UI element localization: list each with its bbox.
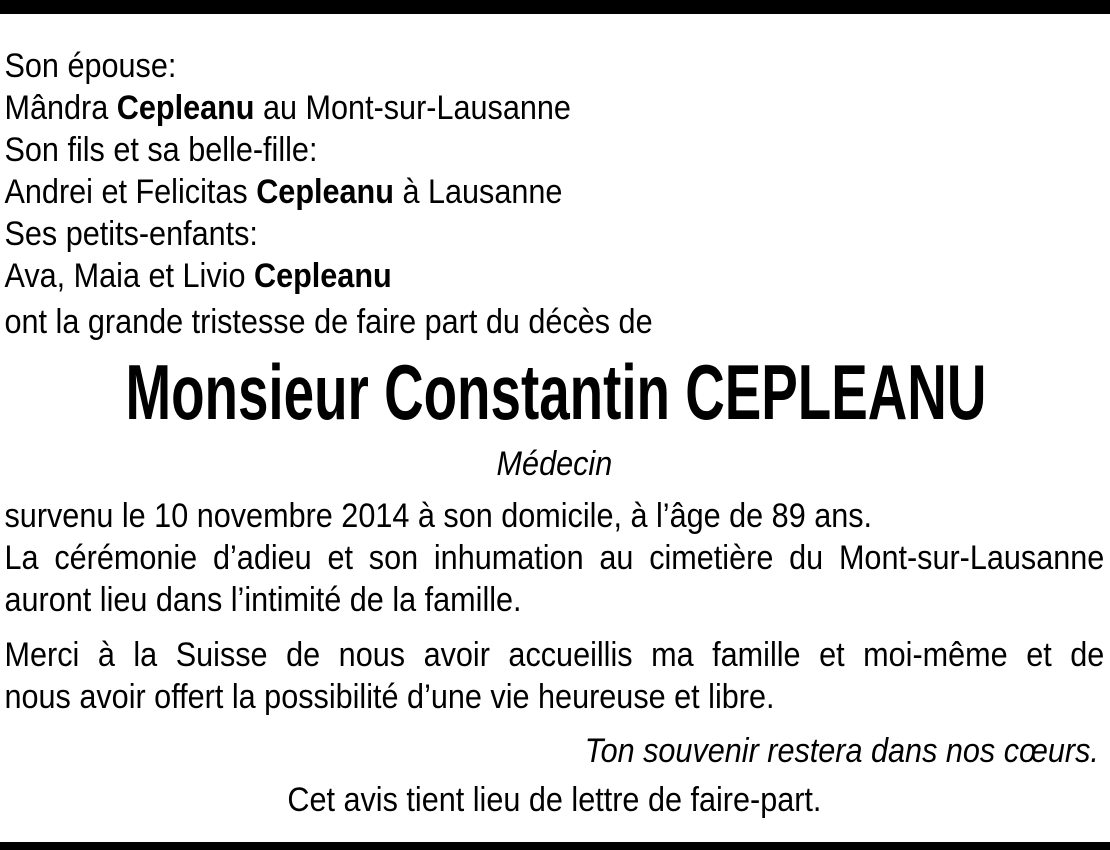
family-line-text: Andrei et Felicitas (4, 173, 257, 211)
family-list (5, 45, 1105, 297)
family-line-text: Son épouse: (4, 47, 177, 85)
closing-line: Cet avis tient lieu de lettre de faire-part. (287, 781, 822, 819)
family-line-text: Ses petits-enfants: (4, 215, 258, 253)
family-line-text: Ava, Maia et Livio (4, 257, 254, 295)
family-name: Cepleanu (116, 89, 255, 127)
remembrance-line: Ton souvenir restera dans nos cœurs. (584, 732, 1099, 770)
ceremony-line-2: auront lieu dans l’intimité de la famille. (4, 581, 522, 619)
ceremony-line-1: La cérémonie d’adieu et son inhumation au cimetière du Mont-sur-Lausanne (4, 539, 1105, 577)
thanks-line-2: nous avoir offert la possibilité d’une vie heureuse et libre. (4, 678, 775, 716)
deceased-name-title: Monsieur Constantin CEPLEANU (125, 348, 987, 436)
family-line-text: Mândra (4, 89, 117, 127)
family-line-spouse (5, 87, 1105, 129)
intro-line: ont la grande tristesse de faire part du décès de (4, 303, 653, 341)
family-line-text: à Lausanne (393, 173, 563, 211)
family-name: Cepleanu (256, 173, 394, 211)
thanks-paragraph (5, 634, 1105, 718)
family-line-text: au Mont-sur-Lausanne (254, 89, 571, 127)
bottom-border-rule (0, 842, 1110, 850)
thanks-line-1: Merci à la Suisse de nous avoir accueillis ma famille et moi-même et de (4, 636, 1105, 674)
family-line-grandchildren (5, 255, 1105, 297)
family-line-relation-son (5, 129, 1105, 171)
family-line-son (5, 171, 1105, 213)
family-line-relation-grandchildren (5, 213, 1105, 255)
family-line-relation-spouse (5, 45, 1105, 87)
family-name: Cepleanu (253, 257, 392, 295)
profession-subtitle: Médecin (496, 445, 613, 483)
death-date-line: survenu le 10 novembre 2014 à son domicile, à l’âge de 89 ans. (4, 497, 873, 535)
death-announcement-paragraph (5, 495, 1105, 621)
family-line-text: Son fils et sa belle-fille: (4, 131, 318, 169)
